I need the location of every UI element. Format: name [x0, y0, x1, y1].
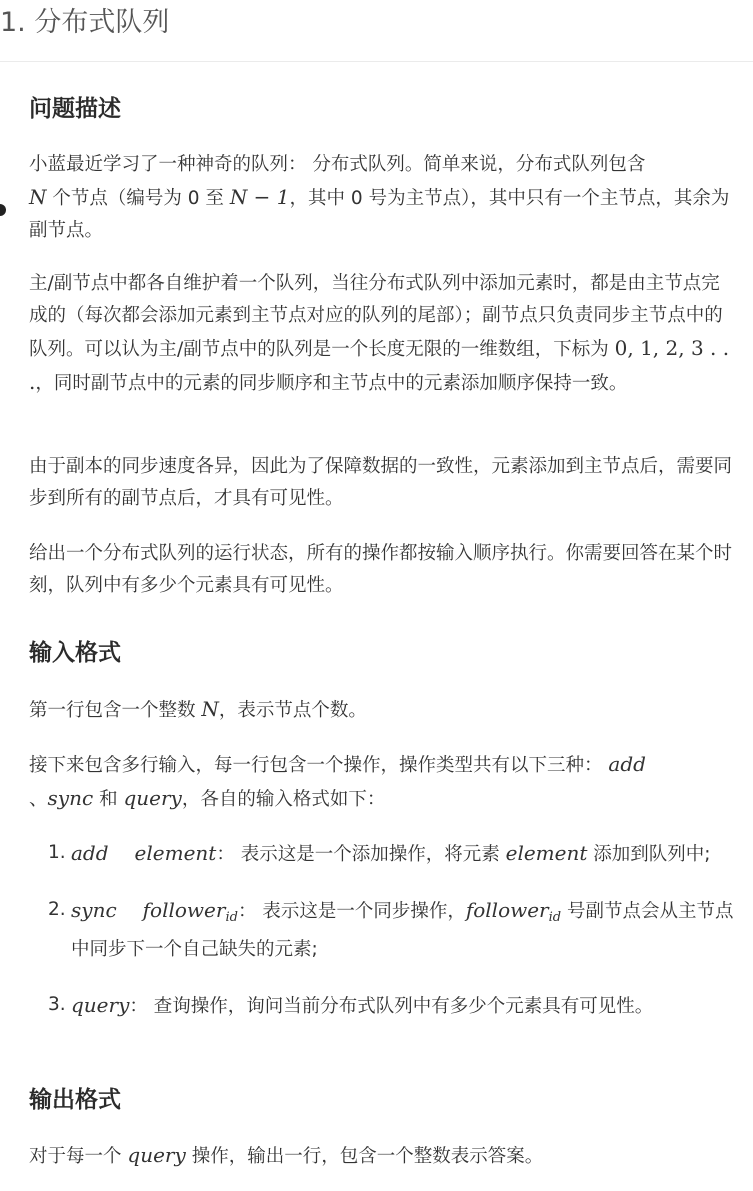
title-bar	[0, 0, 753, 62]
list-item-sync: 2. sync follower$_{id}$： 表示这是一个同步操作，follower$_{id}$ 号副节点会从主节点中同步下一个自己缺失的元素;	[48, 898, 734, 960]
math-indices: 0, 1, 2, 3 . . .	[29, 336, 730, 394]
math-add: add	[608, 752, 646, 776]
heading-problem-description: 问题描述	[29, 96, 121, 122]
operation-list	[29, 837, 734, 1023]
problem-paragraph-2: 主/副节点中都各自维护着一个队列，当往分布式队列中添加元素时，都是由主节点完成的（每次都会添加元素到主节点对应的队列的尾部）；副节点只负责同步主节点中的队列。可以认为主/副节点中的队列是一个长度无限的一维数组，下标为 0, 1, 2, 3 . . .，同时副节点中的元素的同步顺序和主节点中的元素添加顺序保持一致。	[29, 273, 730, 394]
problem-paragraph-1: 小蓝最近学习了一种神奇的队列： 分布式队列。简单来说，分布式队列包含 N 个节点（编号为 0 至 N − 1，其中 0 号为主节点），其中只有一个主节点，其余为副节点。	[29, 154, 730, 241]
math-N: N	[201, 697, 219, 721]
input-paragraph-2: 接下来包含多行输入，每一行包含一个操作，操作类型共有以下三种： add 、sync 和 query，各自的输入格式如下：	[29, 752, 646, 810]
math-sync: sync	[47, 786, 94, 810]
math-query: query	[123, 786, 182, 810]
heading-output-format: 输出格式	[29, 1087, 121, 1113]
math-N: N	[29, 185, 47, 209]
math-N-minus-1: N − 1	[229, 185, 290, 209]
scroll-handle-dot[interactable]	[0, 204, 6, 216]
math-query: query	[127, 1143, 186, 1167]
problem-paragraph-3: 由于副本的同步速度各异，因此为了保障数据的一致性，元素添加到主节点后，需要同步到所有的副节点后，才具有可见性。	[29, 456, 733, 509]
page-title: 1. 分布式队列	[0, 7, 170, 38]
output-paragraph-1: 对于每一个 query 操作，输出一行，包含一个整数表示答案。	[29, 1143, 544, 1167]
problem-paragraph-4: 给出一个分布式队列的运行状态，所有的操作都按输入顺序执行。你需要回答在某个时刻，队列中有多少个元素具有可见性。	[29, 543, 733, 596]
heading-input-format: 输入格式	[29, 640, 121, 666]
list-item-add: 1. add element： 表示这是一个添加操作，将元素 element 添加到队列中;	[48, 841, 711, 865]
list-item-query: 3. query： 查询操作，询问当前分布式队列中有多少个元素具有可见性。	[48, 993, 654, 1017]
input-paragraph-1: 第一行包含一个整数 N，表示节点个数。	[29, 697, 367, 721]
